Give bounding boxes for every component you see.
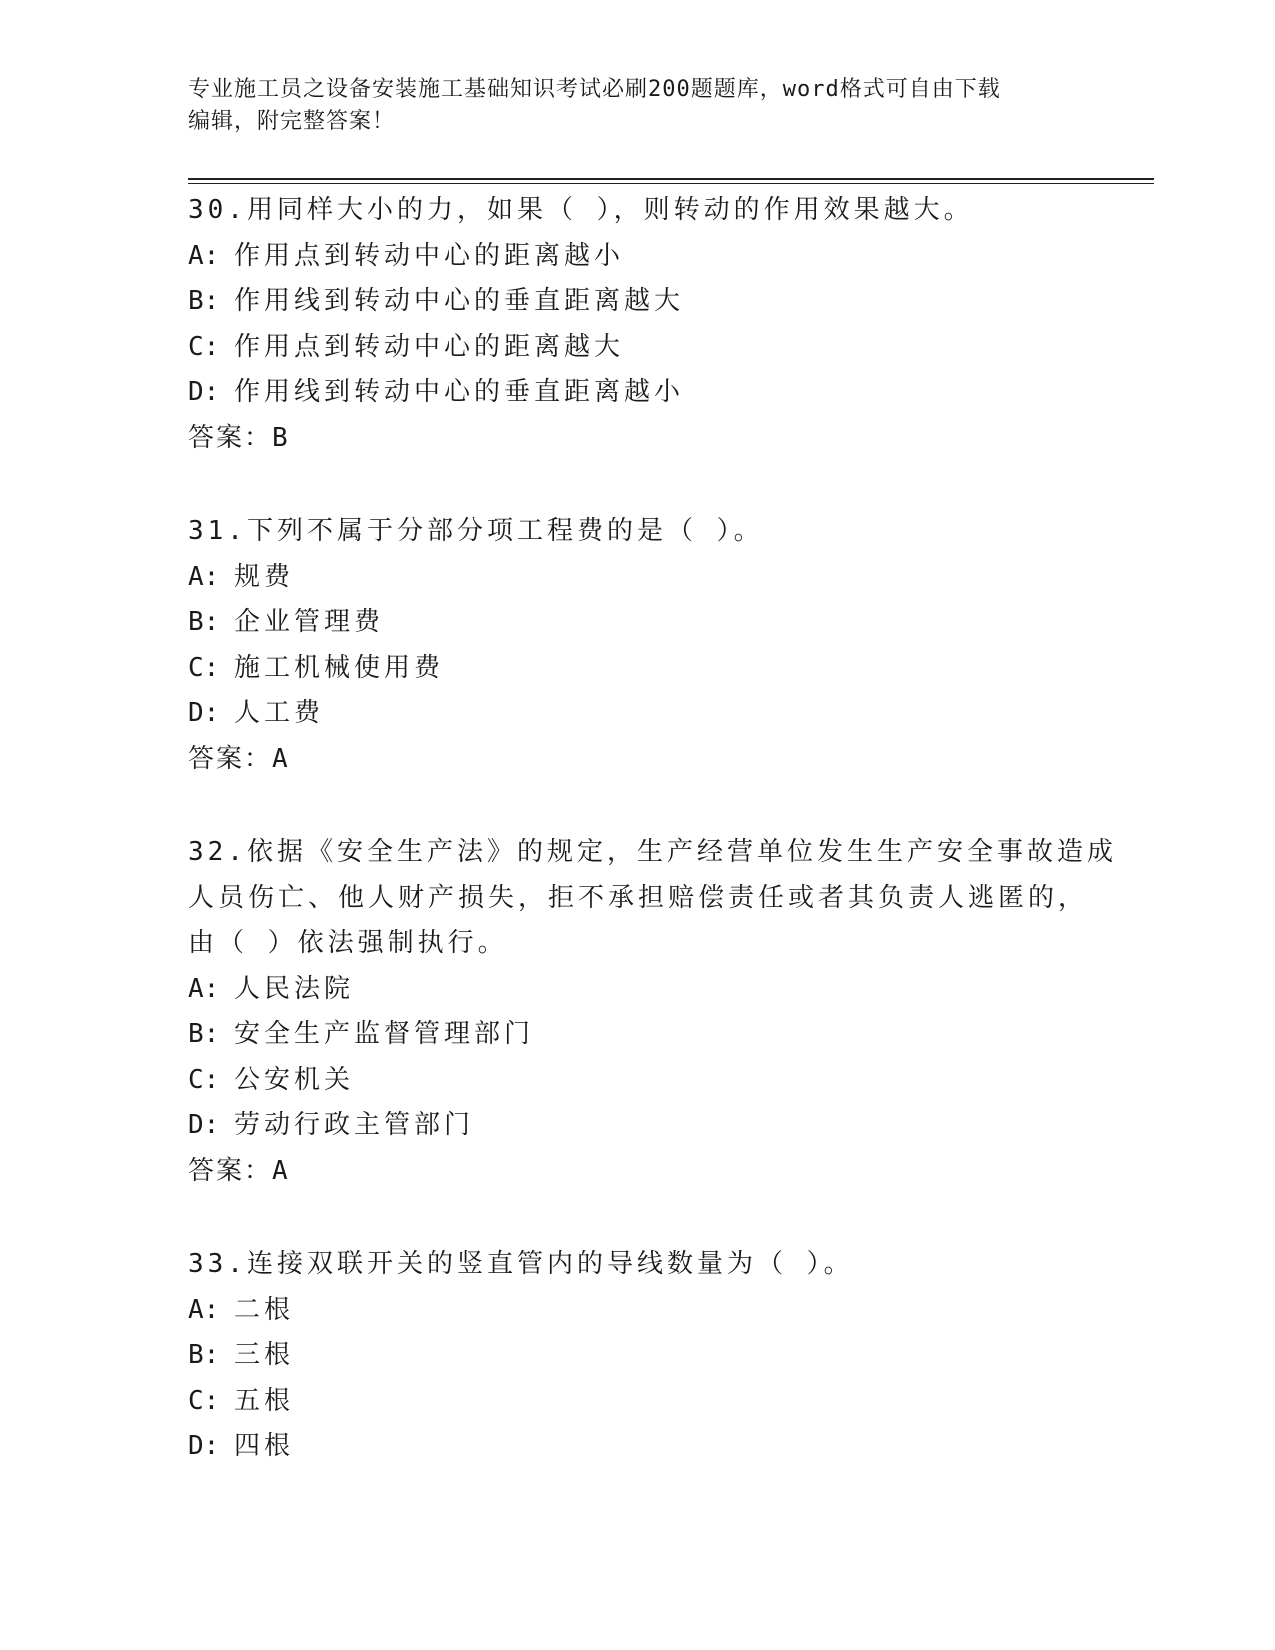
answer-option (188, 370, 1088, 416)
answer-option (188, 691, 1088, 737)
option-letter: B: (188, 286, 220, 316)
option-letter: D: (188, 1431, 220, 1461)
answer-option (188, 279, 1088, 325)
question-stem: 31.下列不属于分部分项工程费的是（ ）。 (188, 516, 764, 546)
answer-option (188, 1424, 1088, 1470)
header-line-1: 专业施工员之设备安装施工基础知识考试必刷200题题库，word格式可自由下载 (188, 77, 1001, 102)
header-line-2: 编辑，附完整答案！ (188, 109, 396, 134)
question-block (188, 509, 1088, 782)
question-stem: 人员伤亡、他人财产损失，拒不承担赔偿责任或者其负责人逃匿的， (188, 882, 1089, 913)
option-letter: A: (188, 561, 220, 592)
answer-option (188, 1333, 1088, 1379)
option-letter: B: (188, 1019, 220, 1049)
option-letter: C: (188, 331, 220, 362)
option-text: 规费 (234, 561, 295, 592)
answer-option (188, 325, 1088, 371)
answer-key: 答案：B (188, 422, 290, 453)
answer-option (188, 1012, 1088, 1058)
option-letter: D: (188, 1110, 220, 1140)
option-letter: C: (188, 1385, 220, 1416)
option-letter: A: (188, 1294, 220, 1325)
question-block (188, 1242, 1088, 1470)
option-letter: A: (188, 240, 220, 271)
question-stem: 30.用同样大小的力，如果（ ），则转动的作用效果越大。 (188, 195, 974, 225)
answer-option (188, 1058, 1088, 1104)
option-text: 施工机械使用费 (234, 652, 445, 683)
question-stem: 33.连接双联开关的竖直管内的导线数量为（ ）。 (188, 1249, 854, 1279)
option-letter: D: (188, 377, 220, 407)
answer-key: 答案：A (188, 1155, 290, 1186)
option-letter: B: (188, 1340, 220, 1370)
header-rule-thin (188, 183, 1154, 184)
option-letter: C: (188, 652, 220, 683)
document-header (188, 74, 1068, 138)
option-text: 作用点到转动中心的距离越小 (234, 240, 625, 271)
option-text: 二根 (234, 1294, 295, 1325)
option-text: 作用点到转动中心的距离越大 (234, 331, 625, 362)
answer-option (188, 234, 1088, 280)
option-text: 公安机关 (234, 1064, 355, 1095)
answer-key: 答案：A (188, 743, 290, 774)
option-text: 作用线到转动中心的垂直距离越小 (234, 377, 685, 407)
option-text: 四根 (234, 1431, 295, 1461)
answer-option (188, 967, 1088, 1013)
answer-option (188, 1103, 1088, 1149)
option-letter: C: (188, 1064, 220, 1095)
answer-option (188, 1288, 1088, 1334)
option-letter: A: (188, 973, 220, 1004)
option-letter: D: (188, 698, 220, 728)
question-block (188, 830, 1117, 1194)
option-text: 作用线到转动中心的垂直距离越大 (234, 286, 685, 316)
answer-option (188, 646, 1088, 692)
option-text: 五根 (234, 1385, 295, 1416)
option-letter: B: (188, 607, 220, 637)
header-rule-thick (188, 178, 1154, 180)
question-stem: 32.依据《安全生产法》的规定，生产经营单位发生生产安全事故造成 (188, 837, 1117, 867)
question-list (188, 188, 1117, 1518)
option-text: 人民法院 (234, 973, 355, 1004)
option-text: 企业管理费 (234, 607, 385, 637)
answer-option (188, 555, 1088, 601)
option-text: 三根 (234, 1340, 295, 1370)
option-text: 劳动行政主管部门 (234, 1110, 475, 1140)
question-stem: 由（ ）依法强制执行。 (188, 928, 508, 958)
answer-option (188, 1379, 1088, 1425)
answer-option (188, 600, 1088, 646)
question-block (188, 188, 1088, 461)
option-text: 安全生产监督管理部门 (234, 1019, 535, 1049)
option-text: 人工费 (234, 698, 325, 728)
